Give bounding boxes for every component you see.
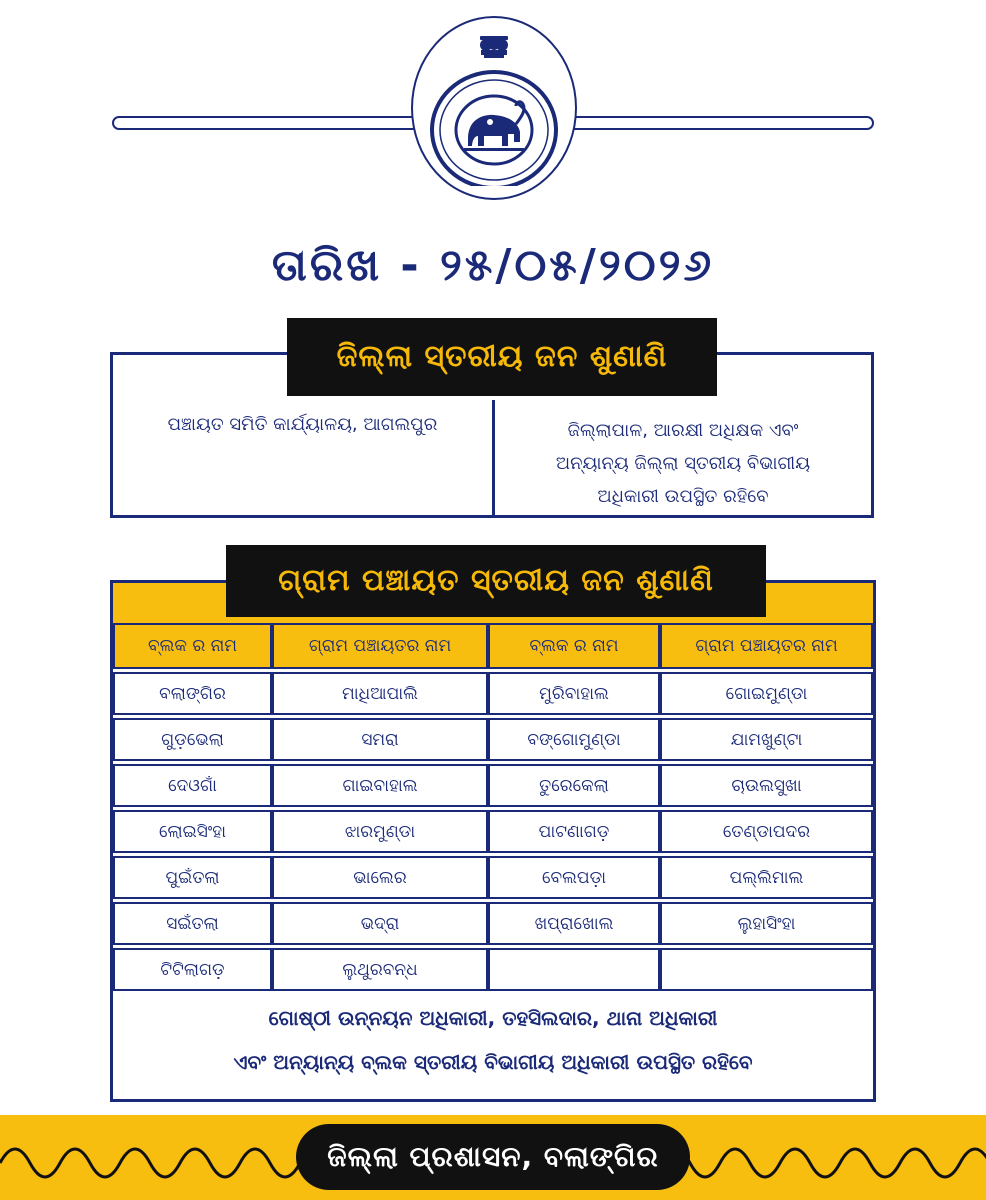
block-name-cell: ବଲାଙ୍ଗିର bbox=[113, 672, 272, 715]
block-name-cell: ଟିଟିଲାଗଡ଼ bbox=[113, 948, 272, 991]
block-name-cell: ସଇଁତଲା bbox=[113, 902, 272, 945]
date-line: ତାରିଖ - ୨୫/୦୫/୨୦୨୬ bbox=[271, 240, 715, 291]
gp-footer bbox=[113, 996, 873, 1084]
gp-name-cell: ଭାଲେର bbox=[272, 856, 488, 899]
gp-name-cell: ଗାଇବାହାଲ bbox=[272, 764, 488, 807]
district-officials bbox=[495, 414, 871, 513]
block-name-cell: ପୁଇଁତଲା bbox=[113, 856, 272, 899]
gp-name-cell: ଗୋଇମୁଣ୍ଡା bbox=[660, 672, 873, 715]
block-name-cell: ତୁରେକେଲା bbox=[488, 764, 660, 807]
block-name-cell: ବଙ୍ଗୋମୁଣ୍ଡା bbox=[488, 718, 660, 761]
gp-column-header: ଗ୍ରାମ ପଞ୍ଚାୟତର ନାମ bbox=[660, 623, 873, 669]
block-name-cell: ମୁରିବାହାଲ bbox=[488, 672, 660, 715]
gp-footer-line: ଗୋଷ୍ଠୀ ଉନ୍ନୟନ ଅଧିକାରୀ, ତହସିଲଦାର, ଥାନା ଅଧିକାରୀ bbox=[268, 1006, 718, 1030]
odisha-seal-icon bbox=[424, 30, 564, 186]
gp-name-cell: ତେଣ୍ଡାପଦର bbox=[660, 810, 873, 853]
district-administration-label: ଜିଲ୍ଲା ପ୍ରଶାସନ, ବଲାଙ୍ଗିର bbox=[296, 1124, 690, 1190]
block-name-cell: ଗୁଡ଼ଭେଲା bbox=[113, 718, 272, 761]
gp-name-cell: ଲୁଥୁରବନ୍ଧ bbox=[272, 948, 488, 991]
district-venue: ପଞ୍ଚାୟତ ସମିତି କାର୍ଯ୍ୟାଳୟ, ଆଗଲପୁର bbox=[167, 414, 438, 435]
block-name-cell: ବେଲପଡ଼ା bbox=[488, 856, 660, 899]
block-name-cell: ଲୋଇସିଂହା bbox=[113, 810, 272, 853]
block-name-cell: ଦେଓଗାଁ bbox=[113, 764, 272, 807]
gp-column-header: ଗ୍ରାମ ପଞ୍ଚାୟତର ନାମ bbox=[272, 623, 488, 669]
gp-name-cell: ଯାମଖୁଣ୍ଟା bbox=[660, 718, 873, 761]
block-name-cell: ଖପ୍ରାଖୋଲ bbox=[488, 902, 660, 945]
block-name-cell: ପାଟଣାଗଡ଼ bbox=[488, 810, 660, 853]
gp-column-header: ବ୍ଲକ ର ନାମ bbox=[488, 623, 660, 669]
gp-footer-line: ଏବଂ ଅନ୍ୟାନ୍ୟ ବ୍ଲକ ସ୍ତରୀୟ ବିଭାଗୀୟ ଅଧିକାରୀ ଉପସ୍ଥିତ ରହିବେ bbox=[233, 1050, 753, 1074]
district-hearing-title: ଜିଲ୍ଲା ସ୍ତରୀୟ ଜନ ଶୁଣାଣି bbox=[287, 318, 717, 396]
gp-name-cell: ସମରା bbox=[272, 718, 488, 761]
block-name-cell bbox=[488, 948, 660, 991]
gp-name-cell: ଝାରମୁଣ୍ଡା bbox=[272, 810, 488, 853]
gp-name-cell: ଭଦ୍ରା bbox=[272, 902, 488, 945]
district-officials-line: ଅନ୍ୟାନ୍ୟ ଜିଲ୍ଲା ସ୍ତରୀୟ ବିଭାଗୀୟ bbox=[555, 453, 811, 474]
gp-name-cell: ପଲ୍ଲିମାଲ bbox=[660, 856, 873, 899]
gp-name-cell: ଚାଉଲସୁଖା bbox=[660, 764, 873, 807]
gp-column-header: ବ୍ଲକ ର ନାମ bbox=[113, 623, 272, 669]
district-officials-line: ଅଧିକାରୀ ଉପସ୍ଥିତ ରହିବେ bbox=[597, 486, 769, 507]
district-officials-line: ଜିଲ୍ଲାପାଳ, ଆରକ୍ଷୀ ଅଧିକ୍ଷକ ଏବଂ bbox=[567, 420, 799, 441]
gp-name-cell: ଲୁହାସିଂହା bbox=[660, 902, 873, 945]
gp-name-cell bbox=[660, 948, 873, 991]
gp-hearing-title: ଗ୍ରାମ ପଞ୍ଚାୟତ ସ୍ତରୀୟ ଜନ ଶୁଣାଣି bbox=[226, 545, 766, 617]
gp-name-cell: ମାଧିଆପାଲି bbox=[272, 672, 488, 715]
